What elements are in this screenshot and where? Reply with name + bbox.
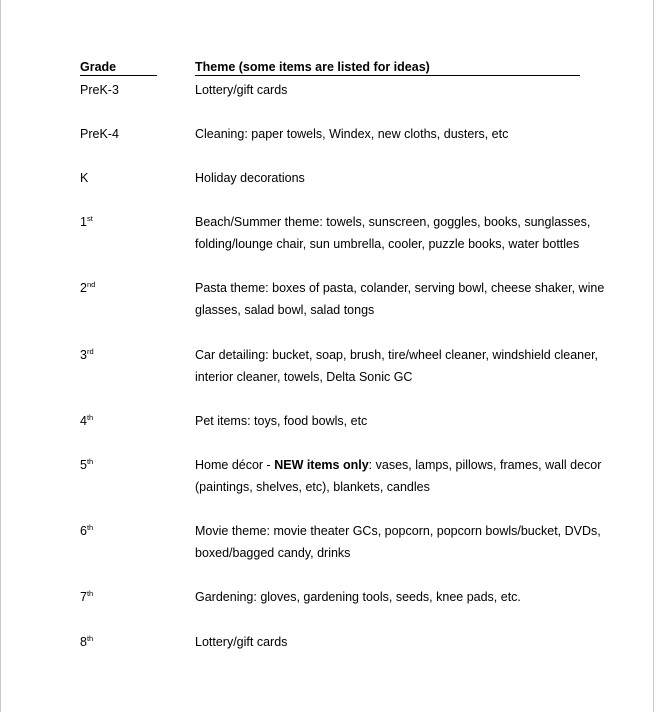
theme-cell: Gardening: gloves, gardening tools, seeds, knee pads, etc. — [195, 590, 521, 604]
grade-cell: 3rd — [80, 347, 94, 362]
grade-cell: 8th — [80, 634, 94, 649]
theme-cell: Movie theme: movie theater GCs, popcorn, popcorn bowls/bucket, DVDs, boxed/bagged candy, drinks — [195, 524, 601, 560]
theme-cell: Holiday decorations — [195, 171, 305, 185]
theme-cell: Car detailing: bucket, soap, brush, tire/wheel cleaner, windshield cleaner, interior cleaner, towels, Delta Sonic GC — [195, 348, 599, 384]
theme-cell: Lottery/gift cards — [195, 83, 288, 97]
grade-cell: 6th — [80, 523, 94, 538]
theme-cell: Pasta theme: boxes of pasta, colander, serving bowl, cheese shaker, wine glasses, salad bowl, salad tongs — [195, 281, 605, 317]
grade-cell: 5th — [80, 457, 94, 472]
grade-cell: 7th — [80, 589, 94, 604]
grade-cell: PreK-3 — [80, 83, 119, 97]
theme-column-header: Theme (some items are listed for ideas) — [195, 60, 580, 76]
theme-cell: Lottery/gift cards — [195, 635, 288, 649]
grade-cell: 2nd — [80, 280, 96, 295]
theme-cell: Beach/Summer theme: towels, sunscreen, goggles, books, sunglasses, folding/lounge chair, sun umbrella, cooler, puzzle books, water bottles — [195, 215, 591, 251]
grade-cell: PreK-4 — [80, 127, 119, 141]
theme-cell: Home décor - NEW items only: vases, lamps, pillows, frames, wall decor (paintings, shelves, etc), blankets, candles — [195, 458, 602, 494]
theme-cell: Cleaning: paper towels, Windex, new cloths, dusters, etc — [195, 127, 509, 141]
grade-column-header: Grade — [80, 60, 157, 76]
grade-cell: K — [80, 171, 89, 185]
grade-cell: 4th — [80, 413, 94, 428]
grade-cell: 1st — [80, 214, 93, 229]
new-items-only-emphasis: NEW items only — [274, 458, 369, 472]
theme-cell: Pet items: toys, food bowls, etc — [195, 414, 368, 428]
